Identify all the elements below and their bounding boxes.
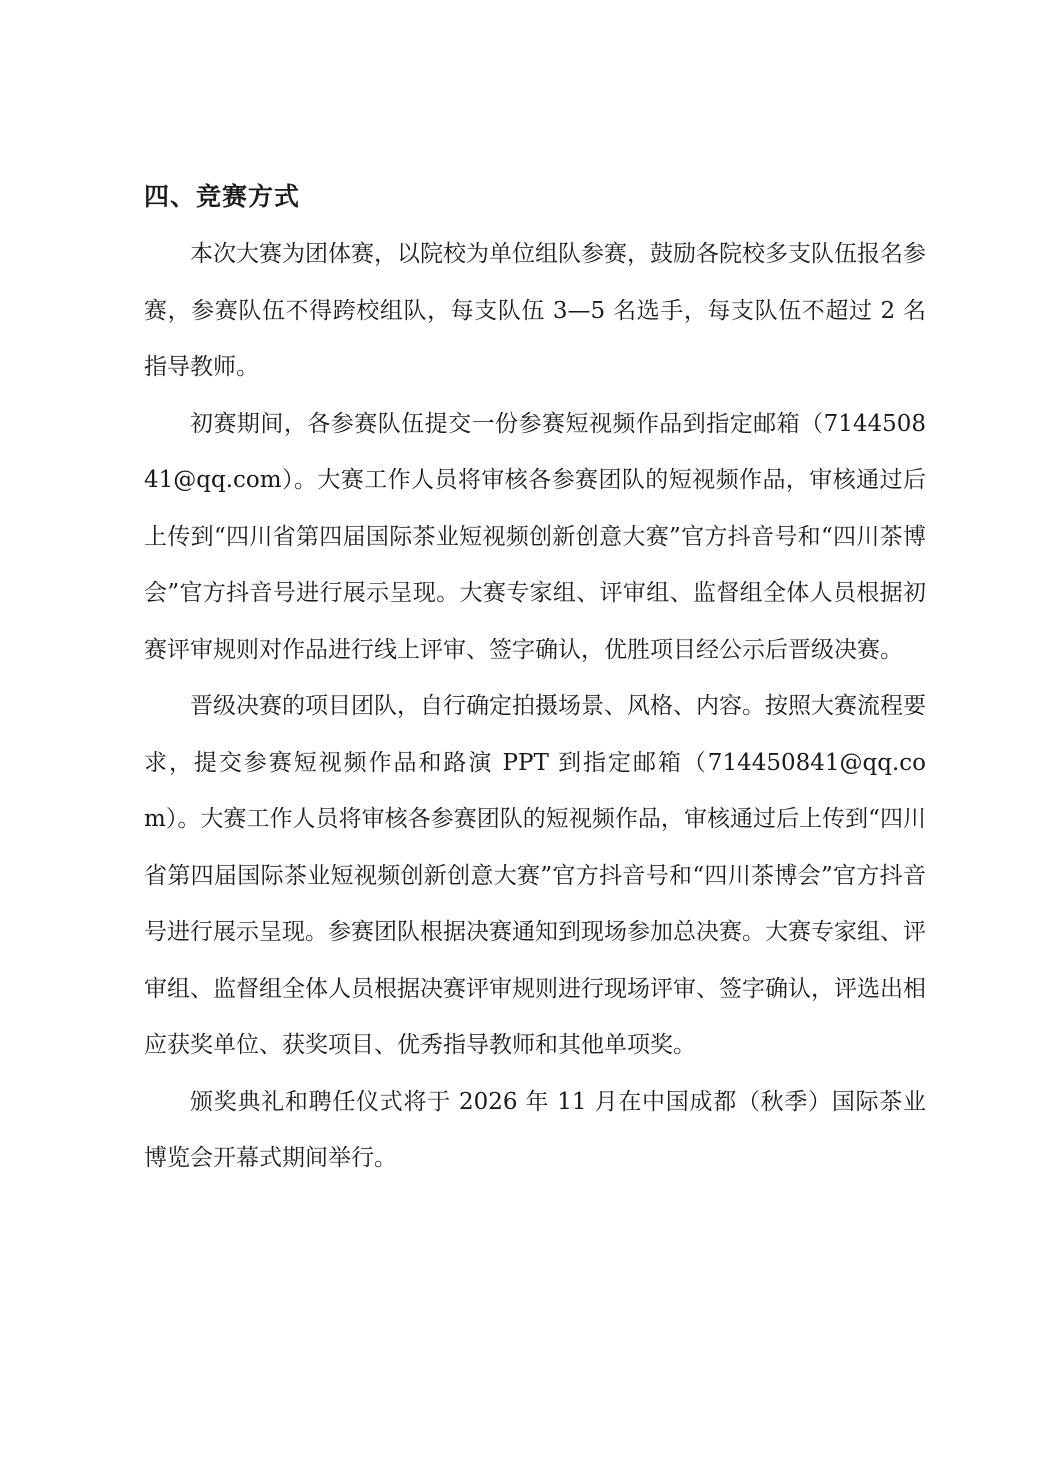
document-page — [144, 168, 926, 1187]
paragraph-final: 晋级决赛的项目团队，自行确定拍摄场景、风格、内容。按照大赛流程要求，提交参赛短视频作品和路演 PPT 到指定邮箱（714450841@qq.com）。大赛工作人员将审核各参赛团队的短视频作品，审核通过后上传到“四川省第四届国际茶业短视频创新创意大赛”官方抖音号和“四川茶博会”官方抖音号进行展示呈现。参赛团队根据决赛通知到现场参加总决赛。大赛专家组、评审组、监督组全体人员根据决赛评审规则进行现场评审、签字确认，评选出相应获奖单位、获奖项目、优秀指导教师和其他单项奖。 — [144, 693, 926, 1058]
section-heading: 四、竞赛方式 — [144, 182, 301, 211]
paragraph-preliminary: 初赛期间，各参赛队伍提交一份参赛短视频作品到指定邮箱（714450841@qq.com）。大赛工作人员将审核各参赛团队的短视频作品，审核通过后上传到“四川省第四届国际茶业短视频创新创意大赛”官方抖音号和“四川茶博会”官方抖音号进行展示呈现。大赛专家组、评审组、监督组全体人员根据初赛评审规则对作品进行线上评审、签字确认，优胜项目经公示后晋级决赛。 — [144, 410, 926, 663]
paragraph-award-ceremony: 颁奖典礼和聘任仪式将于 2026 年 11 月在中国成都（秋季）国际茶业博览会开幕式期间举行。 — [144, 1088, 926, 1171]
paragraph-team-rules: 本次大赛为团体赛，以院校为单位组队参赛，鼓励各院校多支队伍报名参赛，参赛队伍不得跨校组队，每支队伍 3—5 名选手，每支队伍不超过 2 名指导教师。 — [144, 241, 926, 380]
